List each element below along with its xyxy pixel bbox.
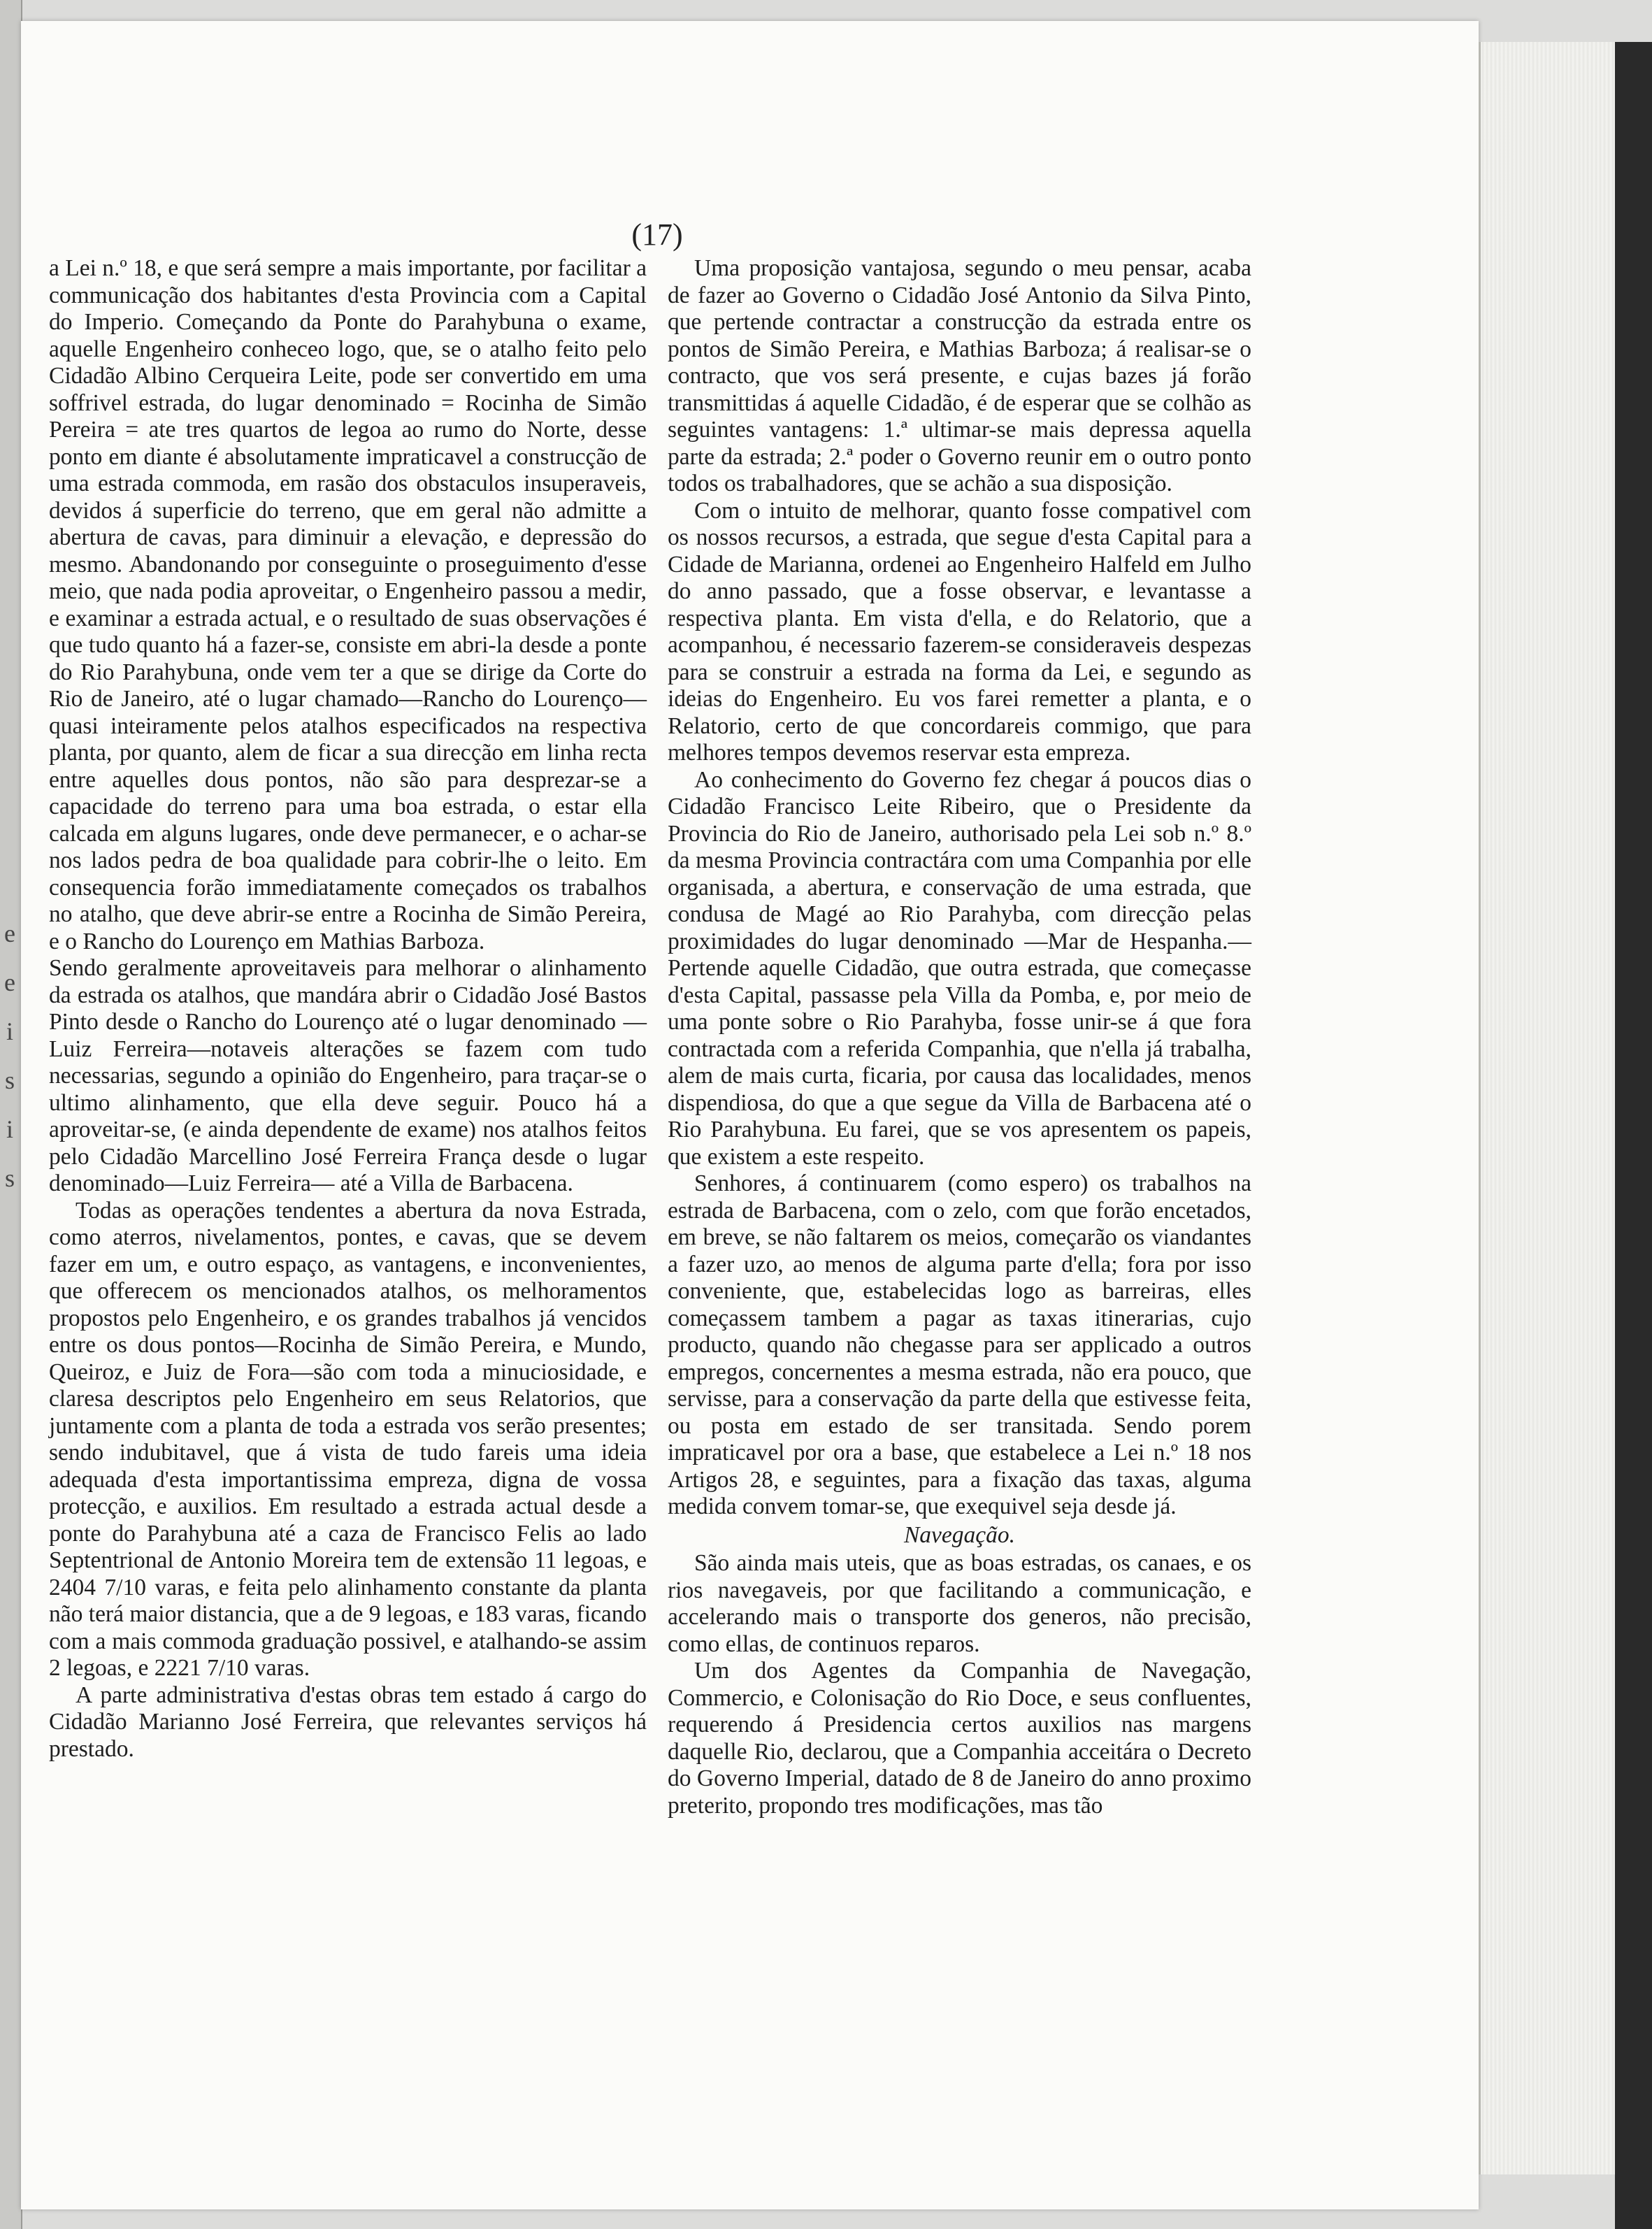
paragraph: Senhores, á continuarem (como espero) os trabalhos na estrada de Barbacena, com o zelo, com que forão encetados, em breve, se não faltarem os meios, começarão os viandantes a fazer uzo, ao menos de alguma parte d'ella; fora por isso conveniente, que, estabelecidas logo as barreiras, elles começassem tambem a pagar as taxas itinerarias, cujo producto, quando não chegasse para ser applicado a outros empregos, concernentes a mesma estrada, não era pouco, que servisse, para a conservação da parte della que estivesse feita, ou posta em estado de ser transitada. Sendo porem impraticavel por ora a base, que estabelece a Lei n.º 18 nos Artigos 28, e seguintes, para a fixação das taxas, alguma medida convem tomar-se, que exequivel seja desde já.	[668, 1170, 1251, 1519]
paragraph: Ao conhecimento do Governo fez chegar á poucos dias o Cidadão Francisco Leite Ribeiro, que o Presidente da Provincia do Rio de Janeiro, authorisado pela Lei sob n.º 8.º da mesma Provincia contractára com uma Companhia por elle organisada, a abertura, e conservação de uma estrada, que condusa de Magé ao Rio Parahyba, com direcção pelas proximidades do lugar denominado —Mar de Hespanha.— Pertende aquelle Cidadão, que outra estrada, que começasse d'esta Capital, passasse pela Villa da Pomba, e, por meio de uma ponte sobre o Rio Parahyba, fosse unir-se á que fora contractada com a referida Companhia, que n'ella já trabalha, alem de mais curta, ficaria, por causa das localidades, menos dispendiosa, do que a que segue da Villa de Barbacena até o Rio Parahybuna. Eu farei, que se vos apresentem os papeis, que existem a este respeito.	[668, 766, 1251, 1170]
margin-char: i	[6, 1115, 13, 1143]
margin-char: e	[4, 968, 15, 996]
adjacent-page-strip	[0, 0, 22, 2229]
paragraph: a Lei n.º 18, e que será sempre a mais importante, por facilitar a communicação dos habitantes d'esta Provincia com a Capital do Imperio. Começando da Ponte do Parahybuna o exame, aquelle Engenheiro conheceo logo, que, se o atalho feito pelo Cidadão Albino Cerqueira Leite, pode ser convertido em uma soffrivel estrada, do lugar denominado = Rocinha de Simão Pereira = ate tres quartos de legoa ao rumo do Norte, desse ponto em diante é absolutamente impraticavel a construcção de uma estrada commoda, em rasão dos obstaculos insuperaveis, devidos á superficie do terreno, que em geral não admitte a abertura de cavas, para diminuir a elevação, e depressão do mesmo. Abandonando por conseguinte o proseguimento d'esse meio, que nada podia aproveitar, o Engenheiro passou a medir, e examinar a estrada actual, e o resultado de suas observações é que tudo quanto há a fazer-se, consiste em abri-la desde a ponte do Rio Parahybuna, onde vem ter a que se dirige da Corte do Rio de Janeiro, até o lugar chamado—Rancho do Lourenço—quasi inteiramente pelos atalhos especificados na respectiva planta, por quanto, alem de ficar a sua direcção em linha recta entre aquelles dous pontos, não são para desprezar-se a capacidade do terreno para uma boa estrada, o estar ella calcada em alguns lugares, onde deve permanecer, e o achar-se nos lados pedra de boa qualidade para cobrir-lhe o leito. Em consequencia forão immediatamente começados os trabalhos no atalho, que deve abrir-se entre a Rocinha de Simão Pereira, e o Rancho do Lourenço em Mathias Barboza.	[49, 255, 647, 954]
right-text-column	[668, 255, 1251, 1819]
paragraph: Sendo geralmente aproveitaveis para melhorar o alinhamento da estrada os atalhos, que mandára abrir o Cidadão José Bastos Pinto desde o Rancho do Lourenço até o lugar denominado —Luiz Ferreira—notaveis alterações se fazem com tudo necessarias, segundo a opinião do Engenheiro, para traçar-se o ultimo alinhamento, que ella deve seguir. Pouco há a aproveitar-se, (e ainda dependente de exame) nos atalhos feitos pelo Cidadão Marcellino José Ferreira França desde o lugar denominado—Luiz Ferreira— até a Villa de Barbacena.	[49, 955, 647, 1196]
book-cover-edge	[1615, 42, 1652, 2229]
section-heading-navegacao: Navegação.	[903, 1521, 1016, 1548]
paragraph: Um dos Agentes da Companhia de Navegação, Commercio, e Colonisação do Rio Doce, e seus confluentes, requerendo á Presidencia certos auxilios nas margens daquelle Rio, declarou, que a Companhia acceitára o Decreto do Governo Imperial, datado de 8 de Janeiro do anno proximo preterito, propondo tres modificações, mas tão	[668, 1658, 1251, 1819]
paragraph: São ainda mais uteis, que as boas estradas, os canaes, e os rios navegaveis, por que facilitando a communicação, e accelerando mais o transporte dos generos, não precisão, como ellas, de continuos reparos.	[668, 1550, 1251, 1657]
paragraph: Uma proposição vantajosa, segundo o meu pensar, acaba de fazer ao Governo o Cidadão José Antonio da Silva Pinto, que pertende contractar a construcção da estrada entre os pontos de Simão Pereira, e Mathias Barboza; á realisar-se o contracto, que vos será presente, e cujas bazes já forão transmittidas á aquelle Cidadão, é de esperar que se colhão as seguintes vantagens: 1.ª ultimar-se mais depressa aquella parte da estrada; 2.ª poder o Governo reunir em o outro ponto todos os trabalhadores, que se achão a sua disposição.	[668, 255, 1251, 496]
paragraph: A parte administrativa d'estas obras tem estado á cargo do Cidadão Marianno José Ferreira, que relevantes serviços há prestado.	[49, 1682, 647, 1762]
margin-char: i	[6, 1017, 13, 1045]
book-page-edges	[1479, 42, 1617, 2174]
paragraph: Com o intuito de melhorar, quanto fosse compativel com os nossos recursos, a estrada, que segue d'esta Capital para a Cidade de Marianna, ordenei ao Engenheiro Halfeld em Julho do anno passado, que a fosse observar, e levantasse a respectiva planta. Em vista d'ella, e do Relatorio, que a acompanhou, é necessario fazerem-se consideraveis despezas para se construir a estrada na forma da Lei, e segundo as ideias do Engenheiro. Eu vos farei remetter a planta, e o Relatorio, certo de que concordareis commigo, que para melhores tempos devemos reservar esta empreza.	[668, 497, 1251, 766]
page-number: (17)	[631, 217, 683, 252]
paragraph: Todas as operações tendentes a abertura da nova Estrada, como aterros, nivelamentos, pontes, e cavas, que se devem fazer em um, e outro espaço, as vantagens, e inconvenientes, que offerecem os mencionados atalhos, os melhoramentos propostos pelo Engenheiro, e os grandes trabalhos já vencidos entre os dous pontos—Rocinha de Simão Pereira, e Mundo, Queiroz, e Juiz de Fora—são com toda a minuciosidade, e claresa descriptos pelo Engenheiro em seus Relatorios, que juntamente com a planta de toda a estrada vos serão presentes; sendo indubitavel, que á vista de tudo fareis uma ideia adequada d'esta importantissima empreza, digna de vossa protecção, e auxilios. Em resultado a estrada actual desde a ponte do Parahybuna até a caza de Francisco Felis ao lado Septentrional de Antonio Moreira tem de extensão 11 legoas, e 2404 7/10 varas, e feita pelo alinhamento constante da planta não terá maior distancia, que a de 9 legoas, e 183 varas, ficando com a mais commoda graduação possivel, e atalhando-se assim 2 legoas, e 2221 7/10 varas.	[49, 1197, 647, 1681]
adjacent-page-margin-text	[1, 909, 18, 1203]
left-text-column	[49, 255, 647, 1763]
margin-char: e	[4, 919, 15, 947]
margin-char: s	[4, 1164, 15, 1192]
margin-char: s	[4, 1066, 15, 1094]
